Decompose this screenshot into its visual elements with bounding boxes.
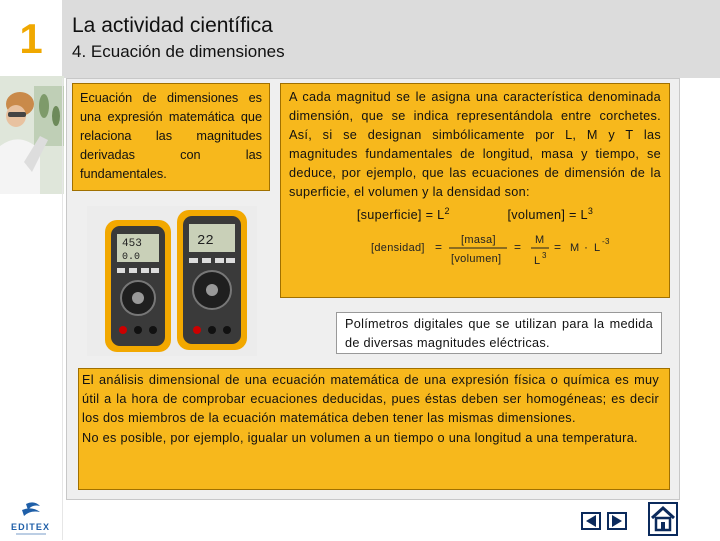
section-subtitle: 4. Ecuación de dimensiones xyxy=(72,42,285,61)
definition-box: Ecuación de dimensiones es una expresión matemática que relaciona las magnitudes derivadas con las fundamentales. xyxy=(72,83,270,191)
scientist-photo xyxy=(0,76,64,194)
analysis-paragraph-1: El análisis dimensional de una ecuación matemática de una expresión física o química es muy útil a la hora de comprobar ecuaciones deducidas, pues éstas deben ser homogéneas; es decir los dos miembros de la ecuación matemática deben tener las mismas dimensiones. xyxy=(82,373,659,426)
m-numerator: M xyxy=(535,234,545,247)
multimeters-photo xyxy=(87,206,257,356)
equals-sign-1: = xyxy=(435,240,443,255)
home-icon xyxy=(650,504,676,534)
l-result-exponent: -3 xyxy=(602,237,610,247)
surface-exponent: 2 xyxy=(444,206,450,216)
previous-button[interactable] xyxy=(581,512,601,530)
surface-volume-formulas xyxy=(289,202,661,225)
mass-numerator: [masa] xyxy=(461,234,496,247)
explanation-text: A cada magnitud se le asigna una característica denominada dimensión, que se indica representándola entre corchetes. Así, si se designan simbólicamente por L, M y T las magnitudes fundamentales de longitud, masa y tiempo, se deduce, por ejemplo, que las ecuaciones de dimensión de la superficie, el volumen y la densidad son: xyxy=(289,90,661,199)
l-result: L xyxy=(594,242,601,255)
page-title: La actividad científica xyxy=(72,14,273,37)
header-bar xyxy=(0,0,720,78)
image-caption: Polímetros digitales que se utilizan para la medida de diversas magnitudes eléctricas. xyxy=(336,312,662,354)
previous-arrow-icon xyxy=(583,514,599,528)
meter1-display-top: 453 xyxy=(122,238,142,250)
equals-sign-2: = xyxy=(514,240,522,255)
l-denominator-exponent: 3 xyxy=(542,251,547,261)
next-button[interactable] xyxy=(607,512,627,530)
explanation-box xyxy=(280,83,670,298)
meter2-display: 22 xyxy=(197,233,214,249)
meter1-display-bottom: 0.0 xyxy=(122,252,141,263)
editex-logo xyxy=(8,500,52,536)
volume-exponent: 3 xyxy=(587,206,594,216)
l-denominator: L xyxy=(534,255,541,268)
side-divider xyxy=(62,78,63,540)
equals-sign-3: = xyxy=(554,240,562,255)
next-arrow-icon xyxy=(609,514,625,528)
analysis-paragraph-2: No es posible, por ejemplo, igualar un volumen a un tiempo o una longitud a una temperatura. xyxy=(82,430,638,445)
volume-formula: [volumen] = L xyxy=(507,208,588,223)
volume-denominator: [volumen] xyxy=(451,253,502,266)
multiply-dot: · xyxy=(584,240,589,255)
svg-text:EDITEX: EDITEX xyxy=(11,522,49,532)
density-formula xyxy=(289,229,661,269)
surface-formula: [superficie] = L xyxy=(356,208,445,223)
density-label: [densidad] xyxy=(371,242,425,255)
chapter-number: 1 xyxy=(0,0,62,78)
home-button[interactable] xyxy=(648,502,678,536)
analysis-box xyxy=(78,368,670,490)
m-result: M xyxy=(570,242,580,255)
